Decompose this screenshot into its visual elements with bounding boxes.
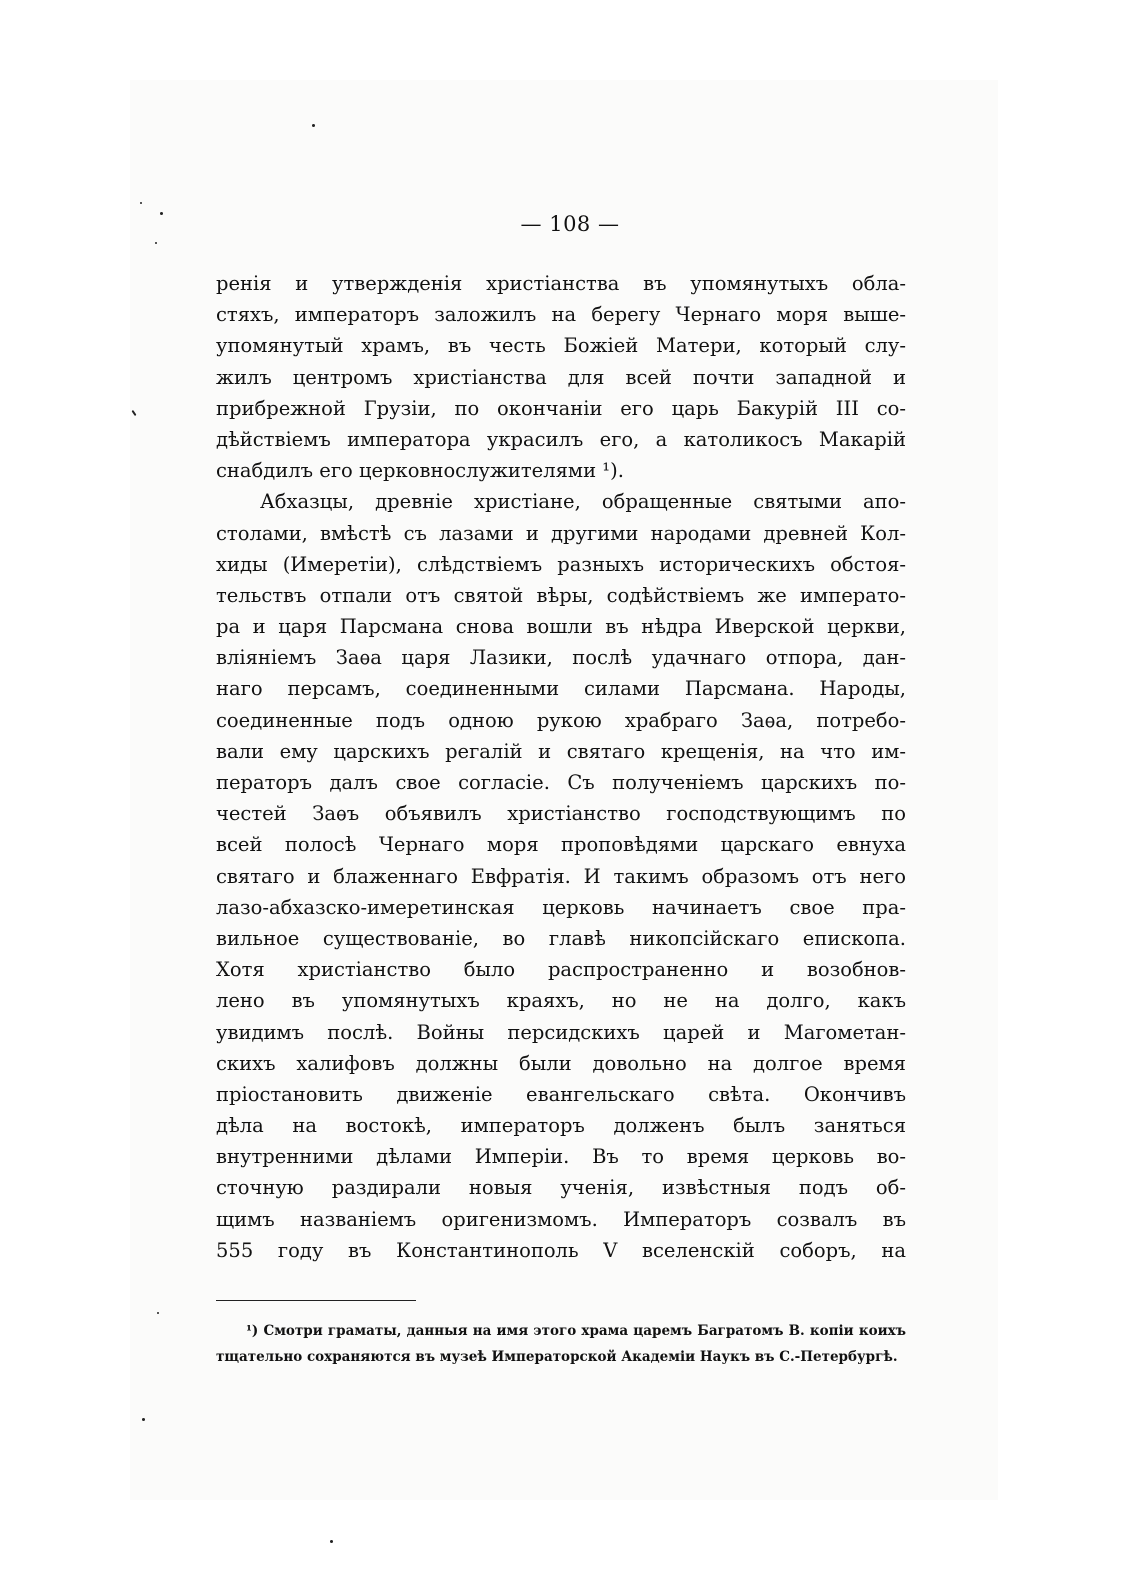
text-line: лазо-абхазско-имеретинская церковь начинаетъ свое пра-: [216, 895, 906, 919]
footnote: [216, 1318, 906, 1370]
text-line: увидимъ послѣ. Войны персидскихъ царей и Магометан-: [216, 1020, 906, 1044]
text-line: всей полосѣ Чернаго моря проповѣдями царскаго евнуха: [216, 833, 906, 857]
text-line: святаго и блаженнаго Евфратія. И такимъ образомъ отъ него: [216, 864, 906, 888]
scan-speck: [142, 1418, 145, 1421]
footnote-line: ¹) Смотри граматы, данныя на имя этого храма царемъ Багратомъ В. копіи коихъ: [246, 1323, 906, 1339]
text-line: дѣйствіемъ императора украсилъ его, а католикосъ Макарій: [216, 427, 906, 451]
text-line: Хотя христіанство было распространенно и возобнов-: [216, 958, 906, 982]
text-line: ренія и утвержденія христіанства въ упомянутыхъ обла-: [216, 272, 906, 295]
text-line: скихъ халифовъ должны были довольно на долгое время: [216, 1051, 906, 1075]
text-line: ператоръ далъ свое согласіе. Съ полученіемъ царскихъ по-: [216, 771, 906, 794]
text-line: лено въ упомянутыхъ краяхъ, но не на долго, какъ: [216, 989, 906, 1013]
text-line: жилъ центромъ христіанства для всей почти западной и: [216, 365, 906, 389]
page-number: — 108 —: [520, 212, 620, 236]
text-line: наго персамъ, соединенными силами Парсмана. Народы,: [216, 677, 906, 701]
scan-speck: [157, 1312, 159, 1314]
text-line: щимъ названіемъ оригенизмомъ. Императоръ созвалъ въ: [216, 1207, 906, 1231]
text-line: вильное существованіе, во главѣ никопсійскаго епископа.: [216, 926, 906, 950]
text-line: хиды (Имеретіи), слѣдствіемъ разныхъ историческихъ обстоя-: [216, 552, 906, 576]
text-line: дѣла на востокѣ, императоръ долженъ былъ заняться: [216, 1114, 906, 1138]
text-line: честей Заѳъ объявилъ христіанство господствующимъ по: [216, 802, 906, 826]
scan-speck: [140, 202, 142, 204]
body-text: [216, 268, 906, 1266]
paragraph-first-line: Абхазцы, древніе христіане, обращенные святыми апо-: [260, 490, 906, 514]
text-line: сточную раздирали новыя ученія, извѣстныя подъ об-: [216, 1176, 906, 1200]
scan-speck: [312, 124, 315, 127]
text-line: прибрежной Грузіи, по окончаніи его царь Бакурій III со-: [216, 396, 906, 420]
text-line: упомянутый храмъ, въ честь Божіей Матери, который слу-: [216, 334, 906, 358]
text-line: внутренними дѣлами Имперіи. Въ то время церковь во-: [216, 1145, 906, 1169]
footnote-line: тщательно сохраняются въ музеѣ Императорской Академіи Наукъ въ С.-Петербургѣ.: [216, 1349, 898, 1365]
scan-speck: [330, 1540, 333, 1543]
text-line: снабдилъ его церковнослужителями ¹).: [216, 459, 624, 483]
text-line: стяхъ, императоръ заложилъ на берегу Чернаго моря выше-: [216, 303, 906, 327]
text-line: вали ему царскихъ регалій и святаго крещенія, на что им-: [216, 739, 906, 763]
text-line: вліяніемъ Заѳа царя Лазики, послѣ удачнаго отпора, дан-: [216, 646, 906, 670]
text-line: столами, вмѣстѣ съ лазами и другими народами древней Кол-: [216, 521, 906, 545]
scan-speck: [155, 242, 157, 244]
footnote-divider: [216, 1300, 416, 1301]
text-line: ра и царя Парсмана снова вошли въ нѣдра Иверской церкви,: [216, 615, 906, 639]
text-line: пріостановить движеніе евангельскаго свѣта. Окончивъ: [216, 1082, 906, 1106]
text-line: тельствъ отпали отъ святой вѣры, содѣйствіемъ же императо-: [216, 583, 906, 607]
text-line: соединенные подъ одною рукою храбраго Заѳа, потребо-: [216, 708, 906, 732]
text-line: 555 году въ Константинополь V вселенскій соборъ, на: [216, 1238, 906, 1262]
